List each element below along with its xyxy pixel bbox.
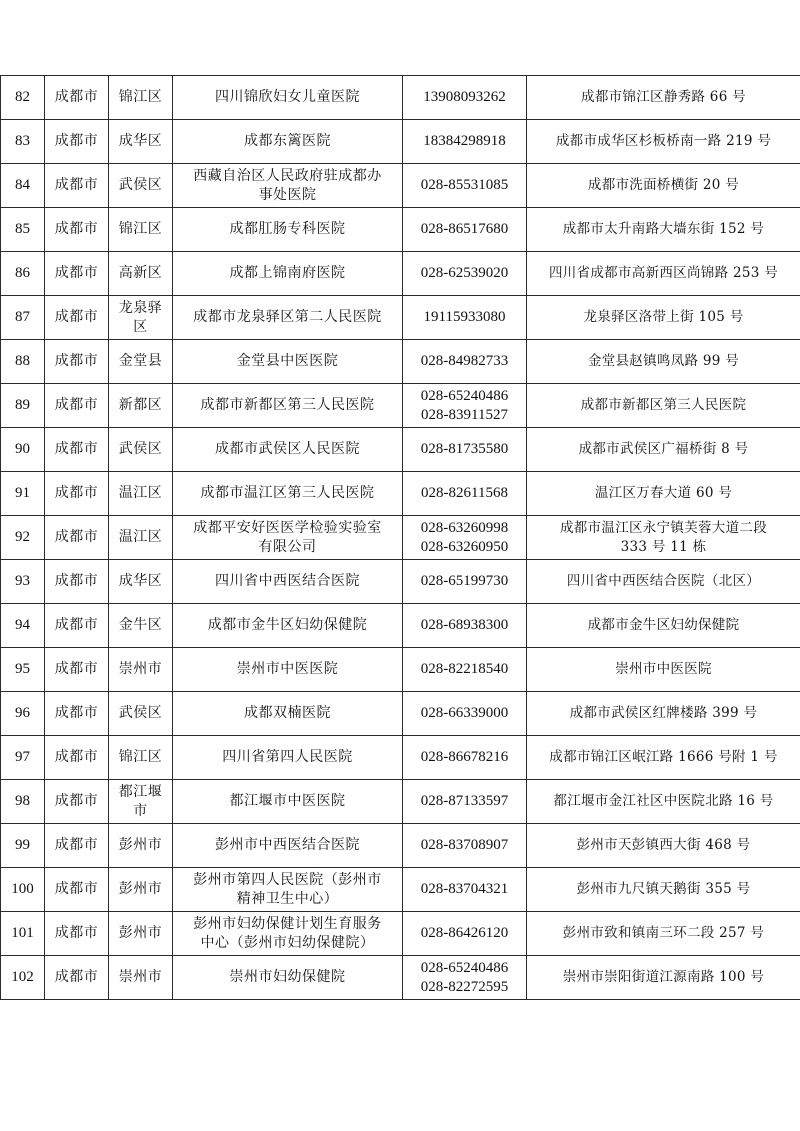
district-cell: 锦江区 (109, 76, 173, 120)
phone-cell (403, 780, 527, 824)
address-cell (527, 120, 800, 164)
hospital-name-line: 成都东篱医院 (244, 133, 331, 149)
hospital-name-cell (173, 428, 403, 472)
table-row (1, 736, 800, 780)
phone-number: 028-65240486 (420, 959, 509, 976)
hospital-name-cell (173, 120, 403, 164)
hospital-name-line: 崇州市中医医院 (236, 661, 339, 677)
phone-number: 028-83911527 (421, 406, 508, 423)
phone-number: 19115933080 (423, 309, 506, 325)
address-line: 333 号 11 栋 (620, 538, 707, 555)
address-line: 成都市金牛区妇幼保健院 (587, 617, 740, 633)
row-number-cell: 100 (1, 868, 45, 912)
row-number-cell: 94 (1, 604, 45, 648)
hospital-name-line: 彭州市妇幼保健计划生育服务 (193, 915, 382, 932)
hospital-name-line: 四川省第四人民医院 (222, 749, 353, 765)
phone-cell (403, 428, 527, 472)
row-number-cell: 101 (1, 912, 45, 956)
address-line: 成都市武侯区红牌楼路 399 号 (569, 705, 758, 721)
district-cell: 彭州市 (109, 824, 173, 868)
hospital-name-cell (173, 604, 403, 648)
phone-number: 028-83704321 (420, 881, 509, 897)
table-body (1, 76, 800, 1000)
hospital-name-line: 成都市金牛区妇幼保健院 (207, 617, 368, 633)
city-cell: 成都市 (45, 516, 109, 560)
phone-cell (403, 736, 527, 780)
table-row (1, 824, 800, 868)
phone-number: 13908093262 (423, 89, 506, 105)
address-cell (527, 780, 800, 824)
hospital-name-line: 成都平安好医医学检验实验室 (193, 519, 382, 536)
address-cell (527, 648, 800, 692)
hospital-name-line: 有限公司 (258, 538, 317, 555)
address-line: 金堂县赵镇鸣凤路 99 号 (587, 353, 740, 369)
phone-number: 028-86678216 (420, 749, 509, 765)
city-cell: 成都市 (45, 472, 109, 516)
row-number-cell: 89 (1, 384, 45, 428)
phone-cell (403, 824, 527, 868)
hospital-name-line: 崇州市妇幼保健院 (229, 969, 346, 985)
district-cell: 金牛区 (109, 604, 173, 648)
row-number-cell: 93 (1, 560, 45, 604)
phone-cell (403, 956, 527, 1000)
hospital-name-cell (173, 780, 403, 824)
hospital-name-line: 精神卫生中心） (236, 890, 339, 907)
city-cell: 成都市 (45, 560, 109, 604)
hospital-name-cell (173, 560, 403, 604)
hospital-name-line: 成都双楠医院 (244, 705, 331, 721)
phone-number: 028-81735580 (420, 441, 509, 457)
city-cell: 成都市 (45, 604, 109, 648)
hospital-name-cell (173, 736, 403, 780)
address-cell (527, 428, 800, 472)
table-row (1, 780, 800, 824)
district-cell: 锦江区 (109, 736, 173, 780)
hospital-name-cell (173, 472, 403, 516)
phone-cell (403, 252, 527, 296)
city-cell: 成都市 (45, 164, 109, 208)
address-line: 成都市温江区永宁镇芙蓉大道二段 (560, 519, 767, 536)
hospital-name-cell (173, 868, 403, 912)
city-cell: 成都市 (45, 736, 109, 780)
district-cell: 都江堰市 (109, 780, 173, 824)
phone-number: 028-65199730 (420, 573, 509, 589)
address-cell (527, 736, 800, 780)
city-cell: 成都市 (45, 780, 109, 824)
phone-number: 028-87133597 (420, 793, 509, 809)
table-row (1, 472, 800, 516)
phone-number: 028-63260998 (420, 519, 509, 536)
table-row (1, 252, 800, 296)
address-line: 彭州市天彭镇西大街 468 号 (576, 837, 751, 853)
hospital-name-line: 成都市新都区第三人民医院 (200, 397, 375, 413)
address-line: 崇州市中医医院 (615, 661, 712, 677)
hospital-name-cell (173, 76, 403, 120)
row-number-cell: 95 (1, 648, 45, 692)
address-line: 成都市洗面桥横街 20 号 (587, 177, 740, 193)
row-number-cell: 88 (1, 340, 45, 384)
phone-number: 028-83708907 (420, 837, 509, 853)
phone-number: 028-84982733 (420, 353, 509, 369)
phone-cell (403, 76, 527, 120)
phone-cell (403, 648, 527, 692)
phone-cell (403, 868, 527, 912)
table-row (1, 120, 800, 164)
hospital-name-line: 都江堰市中医医院 (229, 793, 346, 809)
table-row (1, 956, 800, 1000)
table-row (1, 692, 800, 736)
address-line: 成都市新都区第三人民医院 (580, 397, 747, 413)
phone-cell (403, 516, 527, 560)
district-cell: 温江区 (109, 472, 173, 516)
phone-cell (403, 692, 527, 736)
phone-cell (403, 472, 527, 516)
city-cell: 成都市 (45, 296, 109, 340)
row-number-cell: 102 (1, 956, 45, 1000)
address-line: 成都市成华区杉板桥南一路 219 号 (555, 133, 772, 149)
hospital-name-cell (173, 648, 403, 692)
phone-cell (403, 560, 527, 604)
hospital-name-cell (173, 296, 403, 340)
city-cell: 成都市 (45, 956, 109, 1000)
district-cell: 彭州市 (109, 868, 173, 912)
district-cell: 武侯区 (109, 692, 173, 736)
district-cell: 彭州市 (109, 912, 173, 956)
row-number-cell: 92 (1, 516, 45, 560)
hospital-name-cell (173, 384, 403, 428)
address-cell (527, 516, 800, 560)
row-number-cell: 91 (1, 472, 45, 516)
row-number-cell: 99 (1, 824, 45, 868)
address-line: 崇州市崇阳街道江源南路 100 号 (562, 969, 765, 985)
hospital-name-cell (173, 252, 403, 296)
hospital-name-line: 成都市武侯区人民医院 (215, 441, 360, 457)
district-cell: 温江区 (109, 516, 173, 560)
address-cell (527, 384, 800, 428)
table-row (1, 516, 800, 560)
address-cell (527, 76, 800, 120)
phone-number: 028-68938300 (420, 617, 509, 633)
table-row (1, 560, 800, 604)
address-cell (527, 340, 800, 384)
address-cell (527, 472, 800, 516)
hospital-name-line: 金堂县中医医院 (236, 353, 339, 369)
row-number-cell: 90 (1, 428, 45, 472)
address-line: 成都市太升南路大墙东街 152 号 (562, 221, 765, 237)
district-cell: 金堂县 (109, 340, 173, 384)
phone-cell (403, 384, 527, 428)
table-row (1, 296, 800, 340)
address-cell (527, 164, 800, 208)
address-cell (527, 824, 800, 868)
city-cell: 成都市 (45, 76, 109, 120)
city-cell: 成都市 (45, 692, 109, 736)
address-cell (527, 956, 800, 1000)
address-line: 都江堰市金江社区中医院北路 16 号 (553, 793, 774, 809)
address-line: 彭州市致和镇南三环二段 257 号 (562, 925, 765, 941)
phone-number: 028-82272595 (420, 978, 509, 995)
phone-number: 028-82218540 (420, 661, 509, 677)
district-cell: 成华区 (109, 120, 173, 164)
address-line: 彭州市九尺镇天鹅街 355 号 (576, 881, 751, 897)
city-cell: 成都市 (45, 384, 109, 428)
row-number-cell: 82 (1, 76, 45, 120)
address-cell (527, 208, 800, 252)
district-cell: 武侯区 (109, 428, 173, 472)
city-cell: 成都市 (45, 120, 109, 164)
table-row (1, 340, 800, 384)
hospital-name-cell (173, 912, 403, 956)
hospital-name-cell (173, 208, 403, 252)
row-number-cell: 84 (1, 164, 45, 208)
row-number-cell: 83 (1, 120, 45, 164)
phone-cell (403, 912, 527, 956)
hospital-name-line: 成都肛肠专科医院 (229, 221, 346, 237)
hospital-name-cell (173, 824, 403, 868)
table-row (1, 428, 800, 472)
address-cell (527, 296, 800, 340)
hospital-name-line: 中心（彭州市妇幼保健院） (200, 934, 375, 951)
district-cell: 崇州市 (109, 648, 173, 692)
phone-cell (403, 296, 527, 340)
row-number-cell: 87 (1, 296, 45, 340)
city-cell: 成都市 (45, 252, 109, 296)
city-cell: 成都市 (45, 824, 109, 868)
phone-number: 028-85531085 (420, 177, 509, 193)
address-line: 成都市锦江区岷江路 1666 号附 1 号 (549, 749, 778, 765)
address-cell (527, 604, 800, 648)
table-row (1, 912, 800, 956)
phone-cell (403, 208, 527, 252)
hospital-list-table (0, 75, 800, 1000)
hospital-name-cell (173, 692, 403, 736)
table-row (1, 164, 800, 208)
district-cell: 崇州市 (109, 956, 173, 1000)
address-line: 温江区万春大道 60 号 (594, 485, 733, 501)
address-line: 龙泉驿区洛带上街 105 号 (583, 309, 744, 325)
table-row (1, 868, 800, 912)
row-number-cell: 98 (1, 780, 45, 824)
district-cell: 龙泉驿区 (109, 296, 173, 340)
district-cell: 成华区 (109, 560, 173, 604)
phone-number: 028-66339000 (420, 705, 509, 721)
district-cell: 新都区 (109, 384, 173, 428)
hospital-name-cell (173, 516, 403, 560)
hospital-name-line: 事处医院 (258, 186, 317, 203)
row-number-cell: 96 (1, 692, 45, 736)
city-cell: 成都市 (45, 208, 109, 252)
table-row (1, 648, 800, 692)
hospital-name-line: 成都市温江区第三人民医院 (200, 485, 375, 501)
address-cell (527, 912, 800, 956)
city-cell: 成都市 (45, 648, 109, 692)
row-number-cell: 86 (1, 252, 45, 296)
hospital-name-line: 西藏自治区人民政府驻成都办 (193, 167, 382, 184)
hospital-name-cell (173, 956, 403, 1000)
table-row (1, 604, 800, 648)
hospital-name-line: 四川锦欣妇女儿童医院 (215, 89, 360, 105)
table-row (1, 76, 800, 120)
hospital-name-cell (173, 164, 403, 208)
hospital-name-cell (173, 340, 403, 384)
address-cell (527, 692, 800, 736)
table-row (1, 208, 800, 252)
city-cell: 成都市 (45, 428, 109, 472)
row-number-cell: 97 (1, 736, 45, 780)
hospital-name-line: 成都市龙泉驿区第二人民医院 (193, 309, 382, 325)
district-cell: 高新区 (109, 252, 173, 296)
phone-number: 028-62539020 (420, 265, 509, 281)
phone-number: 028-86517680 (420, 221, 509, 237)
city-cell: 成都市 (45, 868, 109, 912)
row-number-cell: 85 (1, 208, 45, 252)
district-cell: 锦江区 (109, 208, 173, 252)
district-cell: 武侯区 (109, 164, 173, 208)
phone-number: 028-82611568 (421, 485, 508, 501)
phone-number: 028-65240486 (420, 387, 509, 404)
address-line: 四川省成都市高新西区尚锦路 253 号 (548, 265, 779, 281)
phone-cell (403, 340, 527, 384)
hospital-name-line: 彭州市中西医结合医院 (215, 837, 360, 853)
city-cell: 成都市 (45, 340, 109, 384)
city-cell: 成都市 (45, 912, 109, 956)
hospital-name-line: 彭州市第四人民医院（彭州市 (193, 871, 382, 888)
address-cell (527, 868, 800, 912)
table-row (1, 384, 800, 428)
address-cell (527, 252, 800, 296)
hospital-name-line: 成都上锦南府医院 (229, 265, 346, 281)
hospital-name-line: 四川省中西医结合医院 (215, 573, 360, 589)
phone-number: 028-86426120 (420, 925, 509, 941)
phone-cell (403, 120, 527, 164)
phone-cell (403, 604, 527, 648)
address-line: 成都市武侯区广福桥街 8 号 (578, 441, 749, 457)
phone-cell (403, 164, 527, 208)
address-line: 四川省中西医结合医院（北区） (566, 573, 761, 589)
address-line: 成都市锦江区静秀路 66 号 (581, 89, 746, 105)
address-cell (527, 560, 800, 604)
phone-number: 028-63260950 (420, 538, 509, 555)
phone-number: 18384298918 (423, 133, 506, 149)
